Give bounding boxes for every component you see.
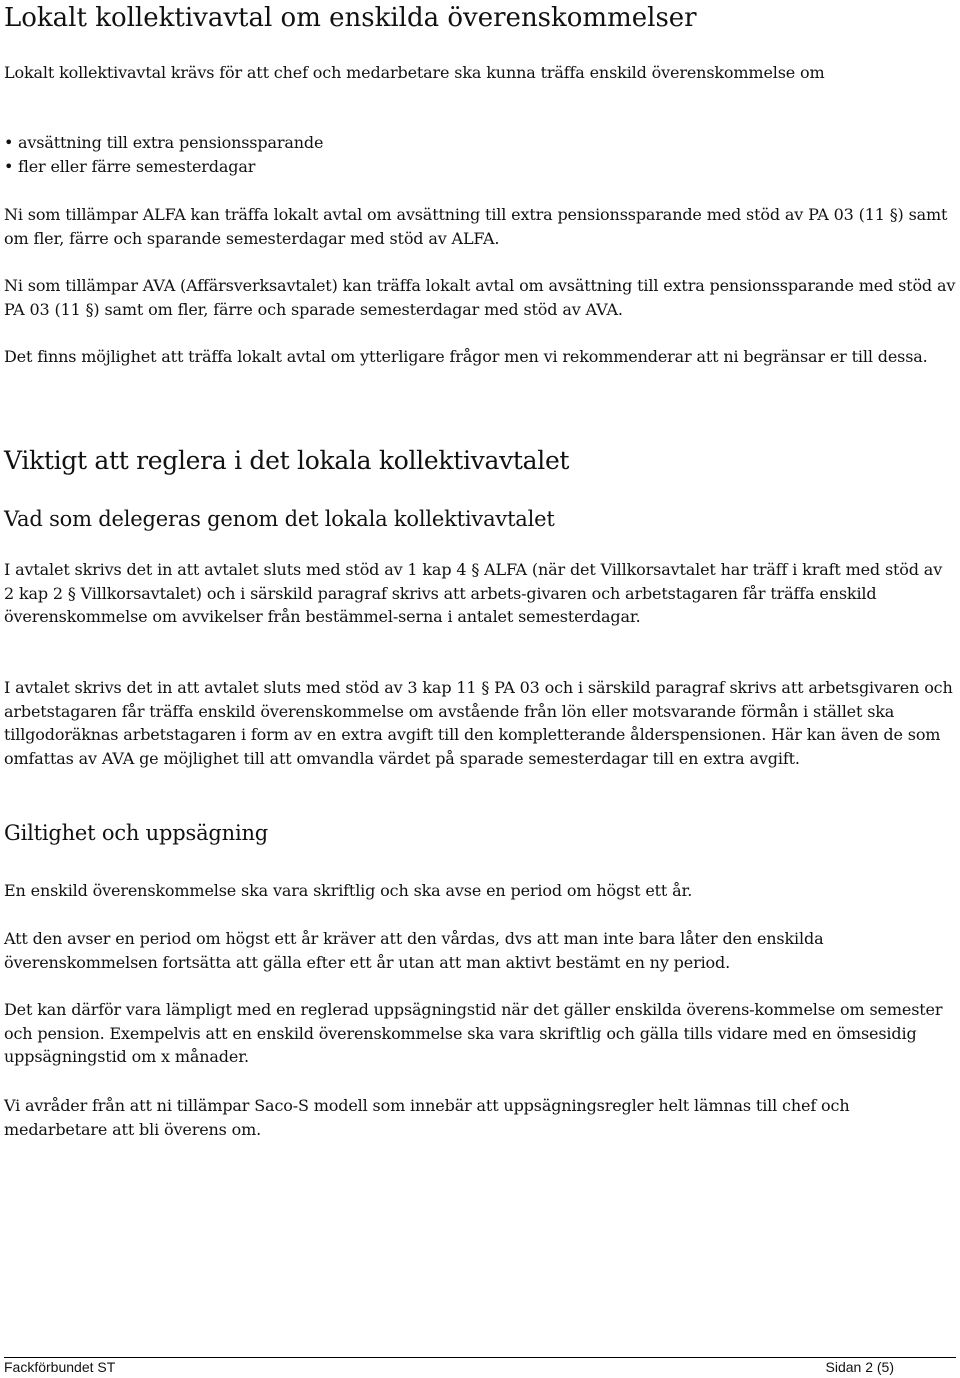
paragraph-delegated-1: I avtalet skrivs det in att avtalet sluts med stöd av 1 kap 4 § ALFA (när det Villkorsavtalet har träff i kraft med stöd av 2 kap 2 § Villkorsavtalet) och i särskild paragraf skrivs att arbets-givaren och arbetstagaren får träffa enskild överenskommelse om avvikelser från bestämmel-serna i antalet semesterdagar. [4,560,943,626]
heading-important: Viktigt att reglera i det lokala kollektivavtalet [4,446,570,475]
footer-divider [4,1357,956,1358]
intro-paragraph: Lokalt kollektivavtal krävs för att chef och medarbetare ska kunna träffa enskild överenskommelse om [4,63,825,82]
bullet-list [4,131,956,178]
paragraph-delegated-2: I avtalet skrivs det in att avtalet sluts med stöd av 3 kap 11 § PA 03 och i särskild paragraf skrivs att arbetsgivaren och arbetstagaren får träffa enskild överenskommelse om avstående från lön eller motsvarande förmån i stället ska tillgodoräknas arbetstagaren i form av en extra avgift till den kompletterande ålderspensionen. Här kan även de som omfattas av AVA ge möjlighet till att omvandla värdet på sparade semesterdagar till en extra avgift. [4,678,953,768]
heading-validity: Giltighet och uppsägning [4,821,269,845]
paragraph-ava: Ni som tillämpar AVA (Affärsverksavtalet) kan träffa lokalt avtal om avsättning till extra pensionssparande med stöd av PA 03 (11 §) samt om fler, färre och sparade semesterdagar med stöd av AVA. [4,276,956,319]
paragraph-alfa: Ni som tillämpar ALFA kan träffa lokalt avtal om avsättning till extra pensionssparande med stöd av PA 03 (11 §) samt om fler, färre och sparande semesterdagar med stöd av ALFA. [4,205,948,248]
paragraph-validity-3: Det kan därför vara lämpligt med en reglerad uppsägningstid när det gäller enskilda överens-kommelse om semester och pension. Exempelvis att en enskild överenskommelse ska vara skriftlig och gälla tills vidare med en ömsesidig uppsägningstid om x månader. [4,1000,943,1066]
paragraph-validity-4: Vi avråder från att ni tillämpar Saco-S modell som innebär att uppsägningsregler helt lämnas till chef och medarbetare att bli överens om. [4,1096,850,1139]
footer-organization: Fackförbundet ST [4,1359,116,1375]
bullet-item-vacation-days: • fler eller färre semesterdagar [4,155,956,179]
bullet-item-pension: • avsättning till extra pensionssparande [4,131,956,155]
page-title: Lokalt kollektivavtal om enskilda överenskommelser [4,3,697,33]
paragraph-validity-1: En enskild överenskommelse ska vara skriftlig och ska avse en period om högst ett år. [4,881,693,900]
footer-page-number: Sidan 2 (5) [825,1359,894,1375]
paragraph-other-questions: Det finns möjlighet att träffa lokalt avtal om ytterligare frågor men vi rekommenderar att ni begränsar er till dessa. [4,347,928,366]
paragraph-validity-2: Att den avser en period om högst ett år kräver att den vårdas, dvs att man inte bara låter den enskilda överenskommelsen fortsätta att gälla efter ett år utan att man aktivt bestämt en ny period. [4,929,824,972]
heading-delegated: Vad som delegeras genom det lokala kollektivavtalet [4,507,555,531]
